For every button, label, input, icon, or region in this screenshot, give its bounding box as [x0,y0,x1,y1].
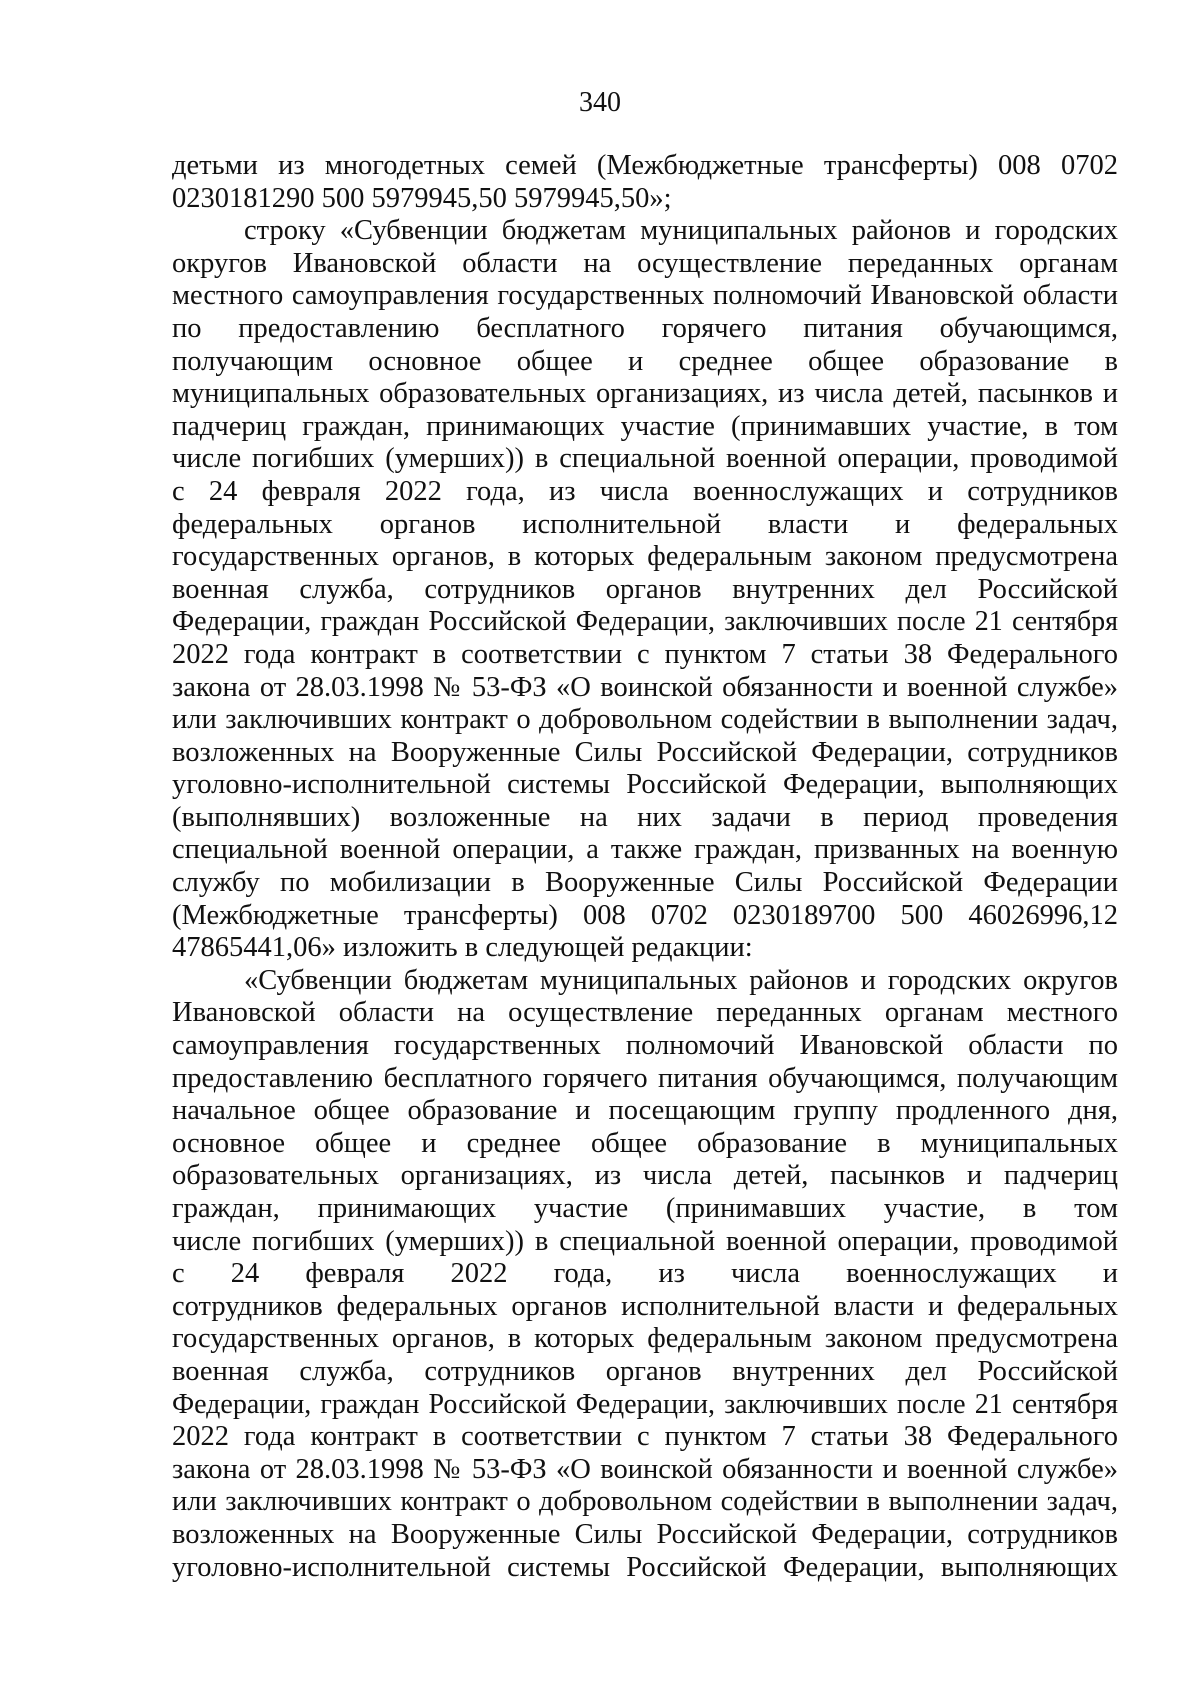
text-line: начальное общее образование и посещающим группу продленного дня, [172,1095,1118,1127]
text-line: основное общее и среднее общее образование в муниципальных [172,1127,1118,1159]
text-line: возложенных на Вооруженные Силы Российской Федерации, сотрудников [172,1518,1118,1550]
text-line: службу по мобилизации в Вооруженные Силы Российской Федерации [172,867,1118,899]
text-line: Ивановской области на осуществление переданных органам местного [172,997,1118,1029]
text-line: уголовно-исполнительной системы Российской Федерации, выполняющих [172,769,1118,801]
text-line: строку «Субвенции бюджетам муниципальных районов и городских [244,215,1118,247]
text-line: числе погибших (умерших)) в специальной военной операции, проводимой [172,443,1118,475]
text-line: 2022 года контракт в соответствии с пунктом 7 статьи 38 Федерального [172,1421,1118,1453]
text-line: возложенных на Вооруженные Силы Российской Федерации, сотрудников [172,736,1118,768]
text-line: (выполнявших) возложенные на них задачи в период проведения [172,801,1118,833]
text-line: специальной военной операции, а также граждан, призванных на военную [172,834,1118,866]
text-line: 2022 года контракт в соответствии с пунктом 7 статьи 38 Федерального [172,638,1118,670]
text-line: военная служба, сотрудников органов внутренних дел Российской [172,573,1118,605]
text-line: числе погибших (умерших)) в специальной военной операции, проводимой [172,1225,1118,1257]
text-line: местного самоуправления государственных полномочий Ивановской области [172,280,1118,312]
text-line: государственных органов, в которых федеральным законом предусмотрена [172,1323,1118,1355]
text-line: получающим основное общее и среднее общее образование в [172,345,1118,377]
text-line: закона от 28.03.1998 № 53-ФЗ «О воинской обязанности и военной службе» [172,671,1118,703]
text-line: предоставлению бесплатного горячего питания обучающимся, получающим [172,1062,1118,1094]
text-line: сотрудников федеральных органов исполнительной власти и федеральных [172,1290,1118,1322]
text-line: или заключивших контракт о добровольном содействии в выполнении задач, [172,704,1118,736]
text-line: закона от 28.03.1998 № 53-ФЗ «О воинской обязанности и военной службе» [172,1453,1118,1485]
text-line: детьми из многодетных семей (Межбюджетные трансферты) 008 0702 [172,150,1118,181]
text-line: округов Ивановской области на осуществление переданных органам [172,247,1118,279]
page-number: 340 [579,87,621,118]
text-line: падчериц граждан, принимающих участие (принимавших участие, в том [172,410,1118,442]
text-line: Федерации, граждан Российской Федерации, заключивших после 21 сентября [172,606,1118,638]
text-line: федеральных органов исполнительной власти и федеральных [172,508,1118,540]
text-line: 47865441,06» изложить в следующей редакции: [172,932,753,964]
text-line: самоуправления государственных полномочий Ивановской области по [172,1030,1118,1062]
text-line: образовательных организациях, из числа детей, пасынков и падчериц [172,1160,1118,1192]
text-line: (Межбюджетные трансферты) 008 0702 0230189700 500 46026996,12 [172,899,1118,931]
text-line: по предоставлению бесплатного горячего питания обучающимся, [172,312,1118,344]
text-line: государственных органов, в которых федеральным законом предусмотрена [172,541,1118,573]
text-line: военная служба, сотрудников органов внутренних дел Российской [172,1355,1118,1387]
text-line: муниципальных образовательных организациях, из числа детей, пасынков и [172,378,1118,410]
text-line: или заключивших контракт о добровольном содействии в выполнении задач, [172,1486,1118,1518]
text-line: Федерации, граждан Российской Федерации, заключивших после 21 сентября [172,1388,1118,1420]
text-line: с 24 февраля 2022 года, из числа военнослужащих и сотрудников [172,475,1118,507]
text-line: граждан, принимающих участие (принимавших участие, в том [172,1193,1118,1224]
text-line: 0230181290 500 5979945,50 5979945,50»; [172,182,672,214]
text-line: с 24 февраля 2022 года, из числа военнослужащих и [172,1258,1118,1290]
text-line: уголовно-исполнительной системы Российской Федерации, выполняющих [172,1551,1118,1583]
text-line: «Субвенции бюджетам муниципальных районов и городских округов [244,964,1118,996]
document-body [172,150,1118,1584]
